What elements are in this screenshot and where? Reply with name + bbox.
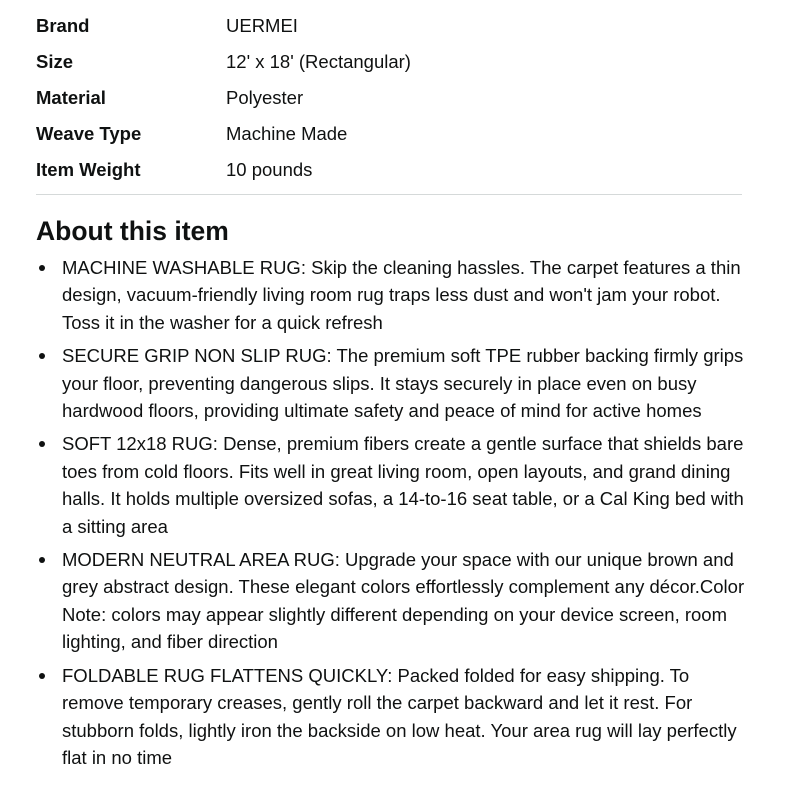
feature-bullet (36, 662, 746, 772)
spec-value: UERMEI (226, 15, 298, 36)
spec-label: Brand (36, 15, 90, 36)
spec-value: Polyester (226, 87, 304, 108)
spec-row-item-weight (36, 152, 742, 188)
spec-row-material (36, 80, 742, 116)
feature-bullet (36, 546, 746, 656)
about-section-title: About this item (36, 216, 229, 246)
bullet-point-icon (39, 557, 45, 563)
feature-bullet (36, 254, 746, 336)
spec-value: 10 pounds (226, 159, 313, 180)
section-divider (36, 194, 742, 195)
feature-bullet-list (36, 254, 746, 777)
spec-label: Weave Type (36, 123, 142, 144)
bullet-point-icon (39, 673, 45, 679)
feature-bullet (36, 430, 746, 540)
spec-label: Size (36, 51, 74, 72)
feature-bullet-text: SECURE GRIP NON SLIP RUG: The premium soft TPE rubber backing firmly grips your floor, preventing dangerous slips. It stays securely in place even on busy hardwood floors, providing ultimate safety and peace of mind for active homes (62, 345, 744, 422)
spec-row-brand (36, 8, 742, 44)
feature-bullet-text: MACHINE WASHABLE RUG: Skip the cleaning hassles. The carpet features a thin design, vacuum-friendly living room rug traps less dust and won't jam your robot. Toss it in the washer for a quick refresh (62, 257, 741, 333)
feature-bullet-text: SOFT 12x18 RUG: Dense, premium fibers create a gentle surface that shields bare toes from cold floors. Fits well in great living room, open layouts, and grand dining halls. It holds multiple oversized sofas, a 14-to-16 seat table, or a Cal King bed with a sitting area (62, 433, 744, 537)
product-specs-table (36, 8, 742, 188)
bullet-point-icon (39, 353, 45, 359)
feature-bullet (36, 342, 746, 424)
bullet-point-icon (39, 441, 45, 447)
feature-bullet-text: MODERN NEUTRAL AREA RUG: Upgrade your space with our unique brown and grey abstract design. These elegant colors effortlessly complement any décor.Color Note: colors may appear slightly different depending on your device screen, room lighting, and fiber direction (62, 549, 745, 653)
spec-value: Machine Made (226, 123, 348, 144)
spec-row-weave-type (36, 116, 742, 152)
feature-bullet-text: FOLDABLE RUG FLATTENS QUICKLY: Packed folded for easy shipping. To remove temporary creases, gently roll the carpet backward and let it rest. For stubborn folds, lightly iron the backside on low heat. Your area rug will lay perfectly flat in no time (62, 664, 737, 768)
spec-label: Material (36, 87, 106, 108)
spec-label: Item Weight (36, 159, 141, 180)
spec-row-size (36, 44, 742, 80)
bullet-point-icon (39, 265, 45, 271)
spec-value: 12' x 18' (Rectangular) (226, 51, 411, 72)
